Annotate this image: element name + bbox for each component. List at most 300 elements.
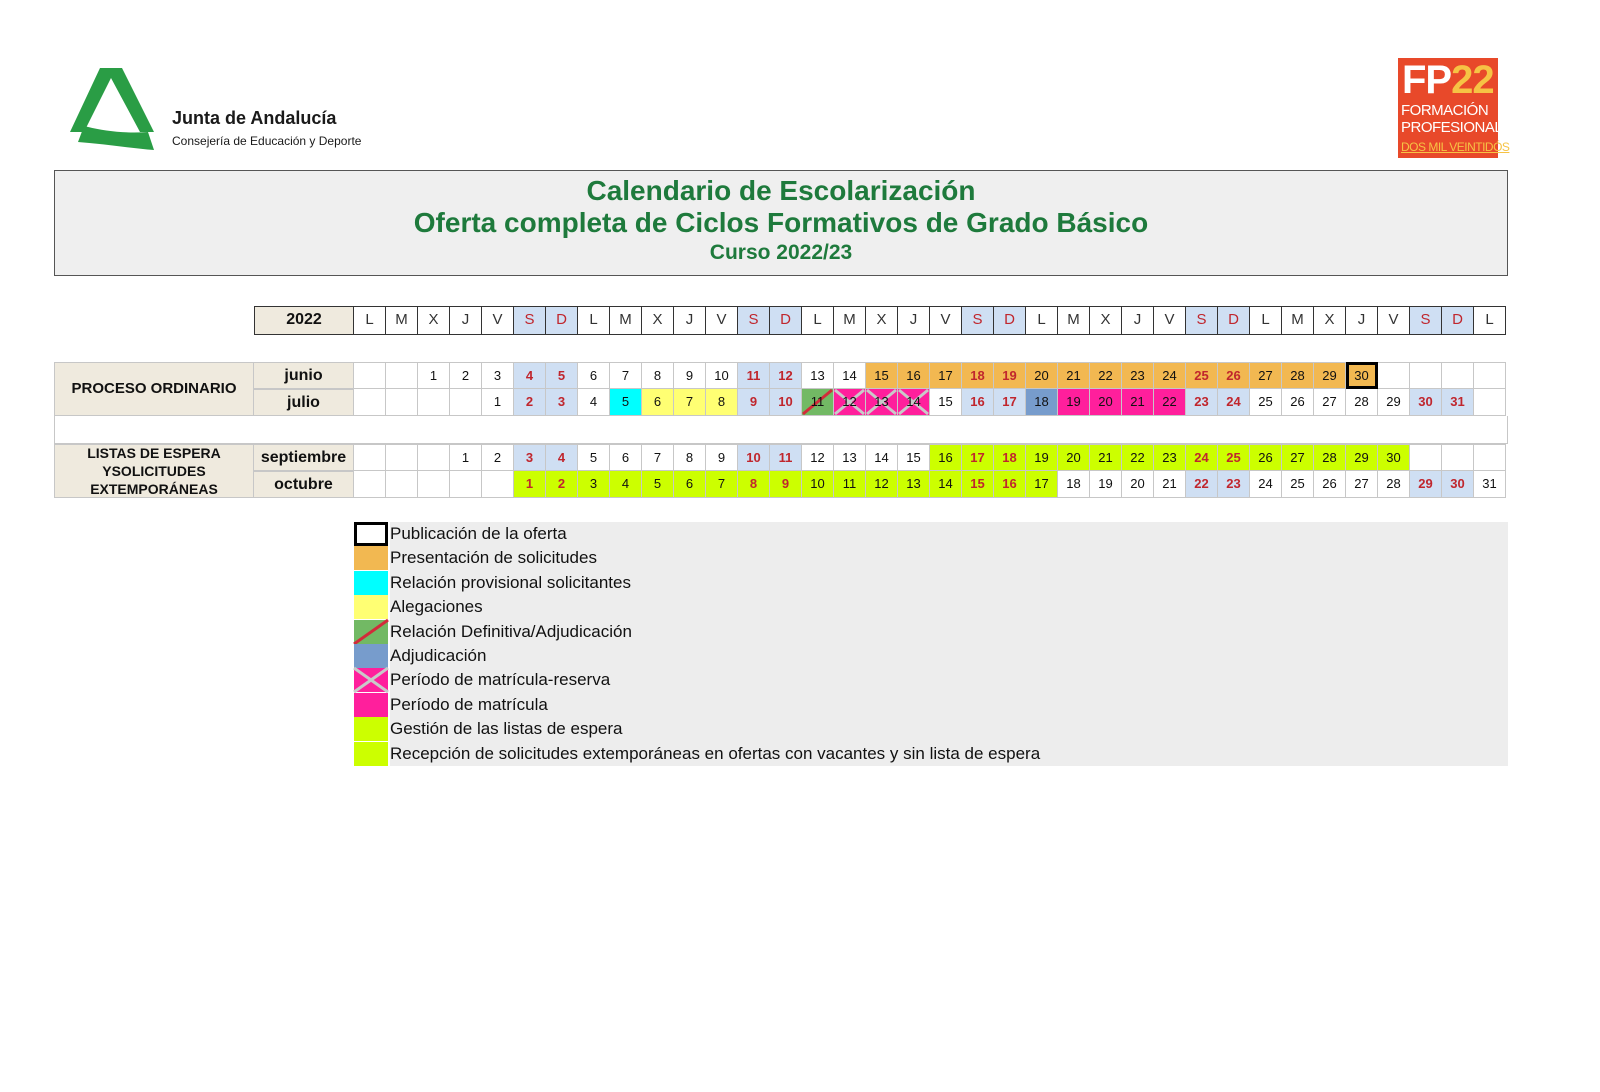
empty-day-cell (1410, 362, 1442, 389)
legend-label: Presentación de solicitudes (390, 548, 597, 568)
day-cell (1314, 471, 1346, 498)
day-number: 3 (493, 368, 502, 383)
day-cell (834, 471, 866, 498)
empty-day-cell (482, 471, 514, 498)
day-cell (834, 389, 866, 416)
day-cell (1026, 389, 1058, 416)
weekday-header: S (1410, 306, 1442, 335)
day-number: 30 (1418, 394, 1433, 409)
empty-day-cell (1410, 444, 1442, 471)
day-number: 3 (589, 476, 598, 491)
day-cell (642, 362, 674, 389)
legend-swatch (354, 717, 388, 741)
day-number: 17 (938, 368, 953, 383)
day-cell (1026, 471, 1058, 498)
legend-item (354, 668, 1254, 692)
legend-label: Adjudicación (390, 646, 487, 665)
day-number: 6 (653, 394, 662, 409)
weekday-header: X (1314, 306, 1346, 335)
fp22-logo (1398, 58, 1510, 158)
month-label: junio (254, 362, 354, 389)
section-label-line: LISTAS DE ESPERA (87, 445, 221, 461)
day-cell (706, 362, 738, 389)
day-number: 14 (906, 394, 921, 409)
day-cell (994, 362, 1026, 389)
day-cell (1378, 444, 1410, 471)
day-number: 11 (810, 394, 825, 409)
day-number: 12 (874, 476, 889, 491)
weekday-header: V (930, 306, 962, 335)
empty-day-cell (354, 471, 386, 498)
day-cell (1218, 471, 1250, 498)
page-title: Calendario de Escolarización (586, 175, 976, 206)
day-cell (482, 389, 514, 416)
day-number: 14 (938, 476, 953, 491)
day-cell (802, 362, 834, 389)
weekday-header: J (1122, 306, 1154, 335)
day-cell (994, 444, 1026, 471)
day-number: 10 (746, 450, 761, 465)
day-cell (1058, 389, 1090, 416)
day-cell (1474, 471, 1506, 498)
day-cell (930, 444, 962, 471)
day-number: 31 (1450, 394, 1465, 409)
day-cell (1218, 362, 1250, 389)
empty-day-cell (354, 362, 386, 389)
empty-day-cell (1474, 444, 1506, 471)
empty-day-cell (450, 471, 482, 498)
weekday-header: D (994, 306, 1026, 335)
day-number: 7 (717, 476, 726, 491)
day-number: 9 (717, 450, 726, 465)
legend-item (354, 595, 1254, 619)
day-number: 1 (493, 394, 502, 409)
day-cell (802, 471, 834, 498)
day-cell (1250, 471, 1282, 498)
day-cell (482, 444, 514, 471)
day-cell (1122, 444, 1154, 471)
day-number: 6 (589, 368, 598, 383)
day-number: 31 (1482, 476, 1497, 491)
day-cell (802, 389, 834, 416)
day-number: 29 (1354, 450, 1369, 465)
section-label-line: EXTEMPORÁNEAS (90, 481, 218, 497)
day-cell (834, 362, 866, 389)
legend-label: Relación provisional solicitantes (390, 572, 631, 592)
junta-andalucia-emblem-icon (70, 68, 158, 150)
day-cell (1186, 389, 1218, 416)
legend-swatch (354, 522, 388, 546)
day-number: 5 (557, 368, 566, 383)
empty-day-cell (354, 444, 386, 471)
day-number: 26 (1226, 368, 1241, 383)
day-cell (1218, 444, 1250, 471)
weekday-header: D (770, 306, 802, 335)
weekday-header: S (1186, 306, 1218, 335)
day-cell (930, 389, 962, 416)
day-number: 2 (493, 450, 502, 465)
day-number: 21 (1098, 450, 1113, 465)
day-number: 21 (1162, 476, 1177, 491)
day-cell (1058, 362, 1090, 389)
legend-swatch (354, 742, 388, 766)
day-number: 27 (1322, 394, 1337, 409)
junta-andalucia-logo (70, 68, 370, 152)
empty-day-cell (418, 471, 450, 498)
section-label-line: YSOLICITUDES (102, 463, 206, 479)
day-number: 1 (461, 450, 470, 465)
day-number: 16 (906, 368, 921, 383)
day-number: 5 (621, 394, 630, 409)
empty-day-cell (386, 362, 418, 389)
day-cell (546, 444, 578, 471)
weekday-header: M (834, 306, 866, 335)
legend-label: Período de matrícula-reserva (390, 670, 611, 690)
day-number: 9 (781, 476, 790, 491)
section-label-line: PROCESO ORDINARIO (71, 380, 237, 397)
day-number: 23 (1194, 394, 1209, 409)
day-cell (642, 471, 674, 498)
legend-swatch (354, 595, 388, 619)
fp22-logo-line1: FORMACIÓN (1401, 102, 1489, 119)
day-number: 21 (1130, 394, 1145, 409)
day-cell (1090, 444, 1122, 471)
weekday-header: L (578, 306, 610, 335)
empty-day-cell (386, 389, 418, 416)
day-number: 19 (1002, 368, 1017, 383)
weekday-header: D (546, 306, 578, 335)
day-number: 11 (842, 476, 857, 491)
day-cell (1250, 362, 1282, 389)
day-cell (1378, 471, 1410, 498)
weekday-header: M (386, 306, 418, 335)
day-cell (962, 389, 994, 416)
day-number: 19 (1034, 450, 1049, 465)
day-number: 13 (810, 368, 825, 383)
day-cell (1282, 444, 1314, 471)
section-spacer (54, 416, 1508, 444)
day-cell (450, 362, 482, 389)
day-cell (1154, 444, 1186, 471)
day-number: 2 (525, 394, 534, 409)
day-cell (610, 444, 642, 471)
day-cell (1282, 389, 1314, 416)
day-cell (770, 389, 802, 416)
day-number: 18 (970, 368, 985, 383)
day-cell (1186, 471, 1218, 498)
weekday-header: L (354, 306, 386, 335)
day-cell (1378, 389, 1410, 416)
day-cell (706, 389, 738, 416)
day-number: 17 (1034, 476, 1049, 491)
day-cell (1154, 389, 1186, 416)
day-cell (1442, 389, 1474, 416)
day-number: 12 (810, 450, 825, 465)
day-number: 4 (589, 394, 598, 409)
course-year: Curso 2022/23 (709, 241, 853, 264)
day-number: 18 (1034, 394, 1049, 409)
day-cell (610, 389, 642, 416)
legend-swatch (354, 644, 388, 668)
day-cell (514, 362, 546, 389)
weekday-header: L (1250, 306, 1282, 335)
day-cell (514, 444, 546, 471)
title-box (54, 170, 1508, 276)
legend-swatch (354, 620, 388, 644)
fp22-logo-title: FP22 (1402, 58, 1494, 102)
day-number: 14 (874, 450, 889, 465)
weekday-header: S (962, 306, 994, 335)
day-cell (962, 471, 994, 498)
day-cell (994, 389, 1026, 416)
empty-day-cell (1474, 362, 1506, 389)
day-number: 20 (1034, 368, 1049, 383)
month-label: julio (254, 389, 354, 416)
day-cell (1282, 362, 1314, 389)
day-number: 4 (557, 450, 566, 465)
day-number: 11 (778, 450, 793, 465)
day-cell (1442, 471, 1474, 498)
day-cell (1186, 444, 1218, 471)
day-number: 24 (1226, 394, 1241, 409)
day-number: 22 (1130, 450, 1145, 465)
day-number: 26 (1290, 394, 1305, 409)
day-number: 6 (621, 450, 630, 465)
legend-item (354, 522, 1254, 546)
day-number: 4 (621, 476, 630, 491)
page-subtitle: Oferta completa de Ciclos Formativos de Grado Básico (413, 207, 1149, 238)
year-header: 2022 (254, 306, 354, 335)
day-number: 17 (1002, 394, 1017, 409)
day-number: 7 (685, 394, 694, 409)
day-cell (930, 362, 962, 389)
day-cell (962, 444, 994, 471)
legend-label: Gestión de las listas de espera (390, 719, 623, 739)
day-number: 20 (1066, 450, 1081, 465)
day-number: 13 (906, 476, 921, 491)
empty-day-cell (386, 444, 418, 471)
day-cell (1026, 362, 1058, 389)
day-cell (866, 389, 898, 416)
legend-swatch (354, 571, 388, 595)
day-number: 8 (717, 394, 726, 409)
day-cell (514, 471, 546, 498)
day-cell (514, 389, 546, 416)
legend-item (354, 620, 1254, 644)
day-cell (706, 471, 738, 498)
day-cell (482, 362, 514, 389)
day-cell (642, 444, 674, 471)
empty-day-cell (354, 389, 386, 416)
day-number: 28 (1354, 394, 1369, 409)
day-cell (1314, 444, 1346, 471)
empty-day-cell (1442, 362, 1474, 389)
day-cell (1250, 389, 1282, 416)
legend-item (354, 717, 1254, 741)
day-number: 13 (874, 394, 889, 409)
org-subtitle: Consejería de Educación y Deporte (172, 134, 362, 148)
day-cell (1090, 389, 1122, 416)
day-number: 27 (1258, 368, 1273, 383)
weekday-header: X (642, 306, 674, 335)
day-cell (546, 362, 578, 389)
day-cell (834, 444, 866, 471)
day-cell (1346, 389, 1378, 416)
day-cell (738, 362, 770, 389)
day-cell (930, 471, 962, 498)
day-number: 8 (653, 368, 662, 383)
day-cell (1410, 389, 1442, 416)
day-cell (1346, 444, 1378, 471)
weekday-header: L (802, 306, 834, 335)
day-cell (706, 444, 738, 471)
day-cell (578, 471, 610, 498)
day-number: 24 (1162, 368, 1177, 383)
legend-item (354, 644, 1254, 668)
day-cell (674, 471, 706, 498)
day-number: 15 (874, 368, 889, 383)
day-number: 4 (525, 368, 534, 383)
day-number: 30 (1354, 368, 1369, 383)
fp22-logo-line2: PROFESIONAL (1401, 119, 1503, 136)
day-cell (546, 471, 578, 498)
legend-item (354, 693, 1254, 717)
day-number: 14 (842, 368, 857, 383)
day-cell (770, 471, 802, 498)
legend-item (354, 546, 1254, 570)
day-number: 20 (1098, 394, 1113, 409)
day-cell (450, 444, 482, 471)
day-number: 25 (1290, 476, 1305, 491)
legend-label: Período de matrícula (390, 694, 548, 714)
day-number: 10 (810, 476, 825, 491)
day-cell (1154, 471, 1186, 498)
day-cell (1090, 362, 1122, 389)
month-label: septiembre (254, 444, 354, 471)
day-number: 29 (1386, 394, 1401, 409)
weekday-header: X (866, 306, 898, 335)
day-number: 22 (1194, 476, 1209, 491)
day-number: 19 (1066, 394, 1081, 409)
empty-day-cell (418, 389, 450, 416)
day-cell (1154, 362, 1186, 389)
day-number: 2 (461, 368, 470, 383)
day-cell (866, 362, 898, 389)
empty-day-cell (450, 389, 482, 416)
day-number: 28 (1290, 368, 1305, 383)
day-cell (770, 444, 802, 471)
day-number: 13 (842, 450, 857, 465)
weekday-header: X (418, 306, 450, 335)
day-cell (802, 444, 834, 471)
day-number: 21 (1066, 368, 1081, 383)
day-number: 5 (589, 450, 598, 465)
day-cell (546, 389, 578, 416)
weekday-header: V (482, 306, 514, 335)
day-cell (738, 471, 770, 498)
day-number: 17 (970, 450, 985, 465)
day-cell (610, 362, 642, 389)
day-cell (674, 389, 706, 416)
day-cell (1410, 471, 1442, 498)
day-number: 23 (1162, 450, 1177, 465)
weekday-header: S (738, 306, 770, 335)
weekday-header: M (1282, 306, 1314, 335)
day-cell (898, 444, 930, 471)
day-cell (1346, 471, 1378, 498)
day-number: 23 (1130, 368, 1145, 383)
day-number: 24 (1258, 476, 1273, 491)
day-cell (1058, 444, 1090, 471)
legend-swatch (354, 668, 388, 692)
day-number: 1 (429, 368, 438, 383)
day-number: 7 (653, 450, 662, 465)
empty-day-cell (1442, 444, 1474, 471)
day-cell (1058, 471, 1090, 498)
day-number: 2 (557, 476, 566, 491)
legend-item (354, 742, 1254, 766)
day-cell (962, 362, 994, 389)
day-number: 15 (970, 476, 985, 491)
day-number: 25 (1226, 450, 1241, 465)
empty-day-cell (1474, 389, 1506, 416)
day-number: 30 (1386, 450, 1401, 465)
day-number: 11 (746, 368, 761, 383)
day-cell (642, 389, 674, 416)
legend-label: Recepción de solicitudes extemporáneas en ofertas con vacantes y sin lista de espera (390, 743, 1041, 763)
day-cell (866, 471, 898, 498)
weekday-header: V (706, 306, 738, 335)
weekday-header: J (674, 306, 706, 335)
day-number: 16 (970, 394, 985, 409)
weekday-header: D (1442, 306, 1474, 335)
weekday-header: M (610, 306, 642, 335)
day-cell (1314, 389, 1346, 416)
day-number: 24 (1194, 450, 1209, 465)
day-number: 10 (778, 394, 793, 409)
day-cell (898, 389, 930, 416)
day-cell (1314, 362, 1346, 389)
day-number: 16 (938, 450, 953, 465)
day-cell (738, 389, 770, 416)
day-number: 29 (1322, 368, 1337, 383)
day-number: 9 (749, 394, 758, 409)
day-number: 22 (1098, 368, 1113, 383)
day-number: 25 (1258, 394, 1273, 409)
day-number: 15 (906, 450, 921, 465)
day-number: 16 (1002, 476, 1017, 491)
day-cell (1218, 389, 1250, 416)
day-number: 27 (1354, 476, 1369, 491)
day-number: 22 (1162, 394, 1177, 409)
day-cell (898, 362, 930, 389)
day-number: 5 (653, 476, 662, 491)
month-label: octubre (254, 471, 354, 498)
day-number: 7 (621, 368, 630, 383)
day-cell (1026, 444, 1058, 471)
day-number: 26 (1322, 476, 1337, 491)
legend-label: Relación Definitiva/Adjudicación (390, 621, 632, 641)
day-cell (1346, 362, 1378, 389)
day-number: 20 (1130, 476, 1145, 491)
day-cell (1186, 362, 1218, 389)
weekday-header: L (1026, 306, 1058, 335)
day-number: 30 (1450, 476, 1465, 491)
day-cell (994, 471, 1026, 498)
day-cell (578, 444, 610, 471)
empty-day-cell (1378, 362, 1410, 389)
legend-item (354, 571, 1254, 595)
